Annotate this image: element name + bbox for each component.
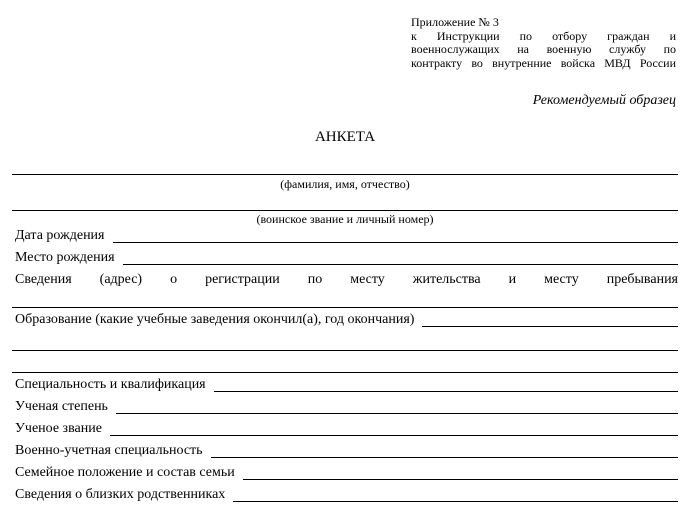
specialty-label: Специальность и квалификация bbox=[15, 377, 206, 392]
page-title: АНКЕТА bbox=[314, 129, 376, 145]
relatives-blank[interactable] bbox=[233, 501, 678, 502]
education-field bbox=[15, 312, 678, 328]
birth-date-blank[interactable] bbox=[113, 242, 679, 243]
rank-caption: (воинское звание и личный номер) bbox=[256, 212, 434, 226]
fio-line[interactable] bbox=[12, 174, 678, 175]
education-label: Образование (какие учебные заведения окончил(а), год окончания) bbox=[15, 312, 415, 327]
recommended-sample-note: Рекомендуемый образец bbox=[532, 93, 676, 108]
appendix-header bbox=[411, 16, 676, 70]
education-line-2[interactable] bbox=[12, 350, 678, 351]
birth-place-label: Место рождения bbox=[15, 250, 115, 265]
specialty-field bbox=[15, 377, 678, 393]
registration-line[interactable] bbox=[12, 307, 678, 308]
fio-caption: (фамилия, имя, отчество) bbox=[280, 177, 410, 191]
registration-field bbox=[15, 272, 678, 288]
birth-date-field bbox=[15, 228, 678, 244]
family-field bbox=[15, 465, 678, 481]
appendix-line-4: контракту во внутренние войска МВД России bbox=[411, 55, 676, 70]
birth-place-blank[interactable] bbox=[123, 264, 678, 265]
education-line-3[interactable] bbox=[12, 372, 678, 373]
family-label: Семейное положение и состав семьи bbox=[15, 465, 235, 480]
military-specialty-label: Военно-учетная специальность bbox=[15, 443, 203, 458]
academic-title-label: Ученое звание bbox=[15, 421, 102, 436]
family-blank[interactable] bbox=[243, 479, 678, 480]
appendix-line-2: к Инструкции по отбору граждан и bbox=[411, 28, 676, 43]
military-specialty-blank[interactable] bbox=[211, 457, 678, 458]
degree-blank[interactable] bbox=[116, 413, 678, 414]
rank-line[interactable] bbox=[12, 210, 678, 211]
academic-title-blank[interactable] bbox=[110, 435, 678, 436]
specialty-blank[interactable] bbox=[214, 391, 678, 392]
birth-place-field bbox=[15, 250, 678, 266]
education-blank[interactable] bbox=[422, 326, 678, 327]
relatives-field bbox=[15, 487, 678, 503]
degree-label: Ученая степень bbox=[15, 399, 108, 414]
birth-date-label: Дата рождения bbox=[15, 228, 105, 243]
relatives-label: Сведения о близких родственниках bbox=[15, 487, 226, 502]
degree-field bbox=[15, 399, 678, 415]
academic-title-field bbox=[15, 421, 678, 437]
military-specialty-field bbox=[15, 443, 678, 459]
registration-label: Сведения (адрес) о регистрации по месту жительства и месту пребывания bbox=[15, 272, 678, 287]
appendix-line-3: военнослужащих на военную службу по bbox=[411, 42, 676, 56]
appendix-line-1: Приложение № 3 bbox=[411, 15, 499, 29]
